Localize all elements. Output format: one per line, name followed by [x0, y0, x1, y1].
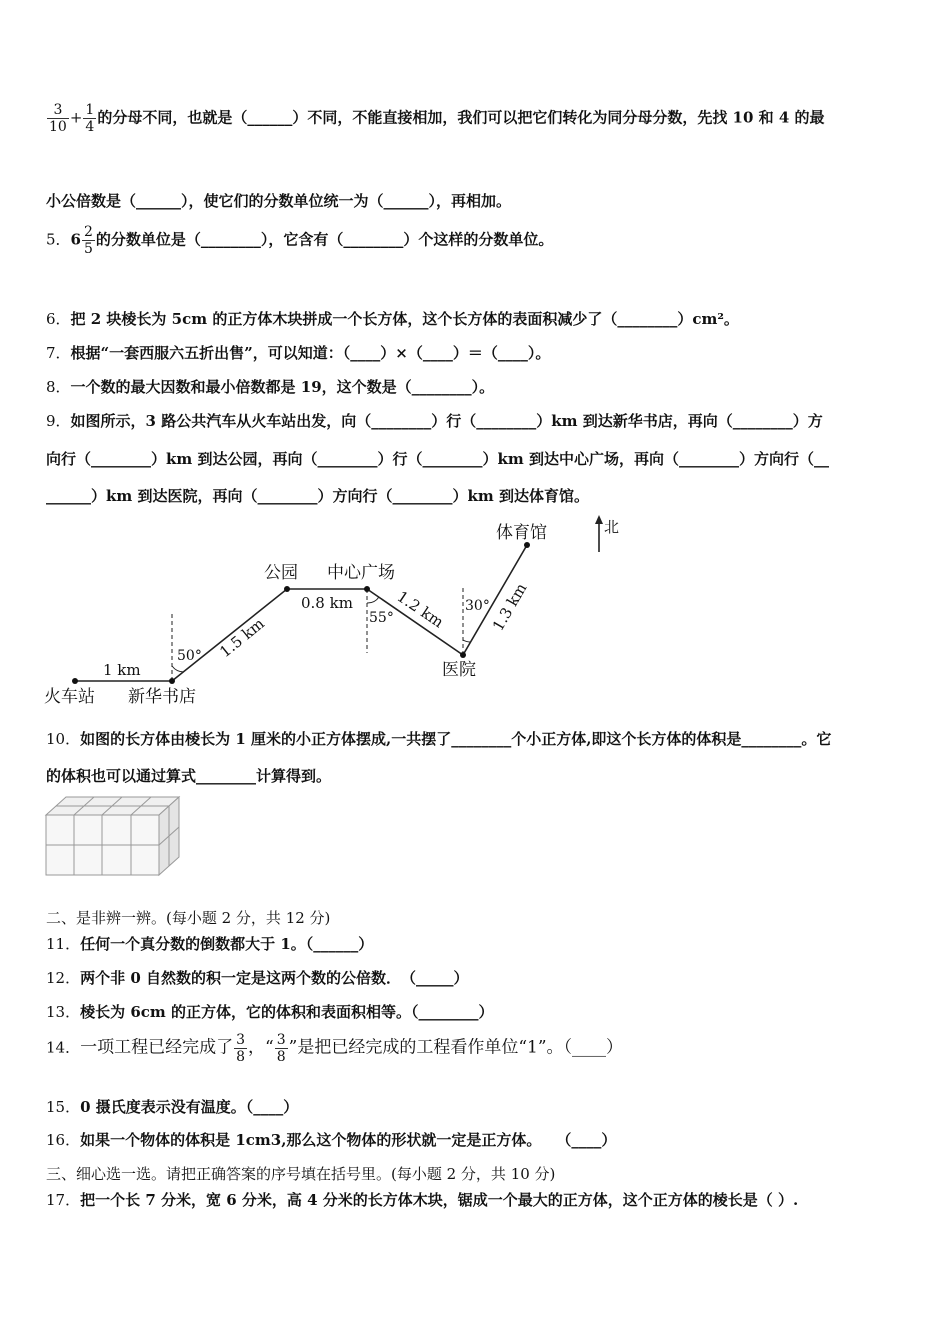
question-10-line1: 10．如图的长方体由棱长为 1 厘米的小正方体摆成,一共摆了________个小正方体,即这个长方体的体积是________。它 [46, 730, 832, 748]
fraction-2-5: $\frac{2}{5}$ [83, 224, 93, 257]
question-7: 7．根据“一套西服六五折出售”，可以知道：（____）×（____）＝（____）。 [46, 344, 551, 362]
question-11: 11．任何一个真分数的倒数都大于 1。（______） [46, 935, 374, 953]
dot-train-station [72, 678, 78, 684]
question-10-line2: 的体积也可以通过算式________计算得到。 [46, 767, 332, 785]
fraction-3-8-b: $\frac{3}{8}$ [276, 1032, 286, 1065]
question-9-line1: 9．如图所示，3 路公共汽车从火车站出发，向（________）行（________）km 到达新华书店，再向（________）方 [46, 412, 823, 430]
dist-1-2km: 1.2 km [393, 587, 447, 632]
question-14: 14．一项工程已经完成了 $\frac{3}{8}$ ，“ $\frac{3}{8}$ ”是把已经完成的工程看作单位“1”。（____） [46, 1032, 624, 1065]
angle-arc-30 [463, 640, 470, 642]
section-2-title: 二、是非辨一辨。(每小题 2 分，共 12 分) [46, 909, 331, 927]
angle-50: 50° [177, 648, 202, 664]
angle-arc-50 [172, 666, 184, 672]
angle-30: 30° [465, 598, 490, 614]
label-hospital: 医院 [442, 660, 476, 680]
route-map [0, 510, 950, 715]
question-9-line3: ______）km 到达医院，再向（________）方向行（________）km 到达体育馆。 [46, 487, 589, 505]
dot-hospital [460, 652, 466, 658]
fraction-1-4: $\frac{1}{4}$ [85, 102, 95, 135]
question-8: 8．一个数的最大因数和最小倍数都是 19，这个数是（________）。 [46, 378, 495, 396]
angle-55: 55° [369, 610, 394, 626]
fraction-3-10: $\frac{3}{10}$ [49, 102, 67, 135]
dot-park [284, 586, 290, 592]
question-12: 12．两个非 0 自然数的积一定是这两个数的公倍数． （_____） [46, 969, 469, 987]
question-5: 5．6 $\frac{2}{5}$ 的分数单位是（________），它含有（________）个这样的分数单位。 [46, 224, 554, 257]
question-13: 13．棱长为 6cm 的正方体，它的体积和表面积相等。（________） [46, 1003, 494, 1021]
label-park: 公园 [264, 563, 298, 583]
question-6: 6．把 2 块棱长为 5cm 的正方体木块拼成一个长方体，这个长方体的表面积减少了（________）cm²。 [46, 310, 739, 328]
q4-line1: $\frac{3}{10}$ + $\frac{1}{4}$ 的分母不同，也就是（______）不同，不能直接相加，我们可以把它们转化为同分母分数，先找 10 和 4 的最 [49, 102, 825, 135]
question-9-line2: 向行（________）km 到达公园，再向（________）行（________）km 到达中心广场，再向（________）方向行（__ [46, 450, 829, 468]
dist-1km: 1 km [103, 661, 141, 679]
label-stadium: 体育馆 [496, 523, 547, 543]
dist-1-5km: 1.5 km [216, 614, 268, 662]
section-3-title: 三、细心选一选。请把正确答案的序号填在括号里。(每小题 2 分，共 10 分) [46, 1165, 556, 1183]
label-bookstore: 新华书店 [128, 687, 196, 707]
question-16: 16．如果一个物体的体积是 1cm3,那么这个物体的形状就一定是正方体。 （____） [46, 1131, 617, 1149]
dot-bookstore [169, 678, 175, 684]
question-17: 17．把一个长 7 分米，宽 6 分米，高 4 分米的长方体木块，锯成一个最大的正方体，这个正方体的棱长是（ ）. [46, 1191, 799, 1209]
label-train-station: 火车站 [44, 687, 95, 707]
dot-square [364, 586, 370, 592]
cuboid-figure [44, 793, 184, 879]
question-15: 15．0 摄氏度表示没有温度。（____） [46, 1098, 299, 1116]
label-north: 北 [604, 518, 620, 536]
dist-0-8km: 0.8 km [301, 594, 353, 612]
north-arrow-head [595, 515, 603, 524]
dist-1-3km: 1.3 km [488, 580, 531, 634]
fraction-3-8-a: $\frac{3}{8}$ [236, 1032, 246, 1065]
label-square: 中心广场 [327, 563, 395, 583]
angle-arc-55 [367, 597, 379, 603]
q4-line2: 小公倍数是（______），使它们的分数单位统一为（______），再相加。 [46, 192, 512, 210]
